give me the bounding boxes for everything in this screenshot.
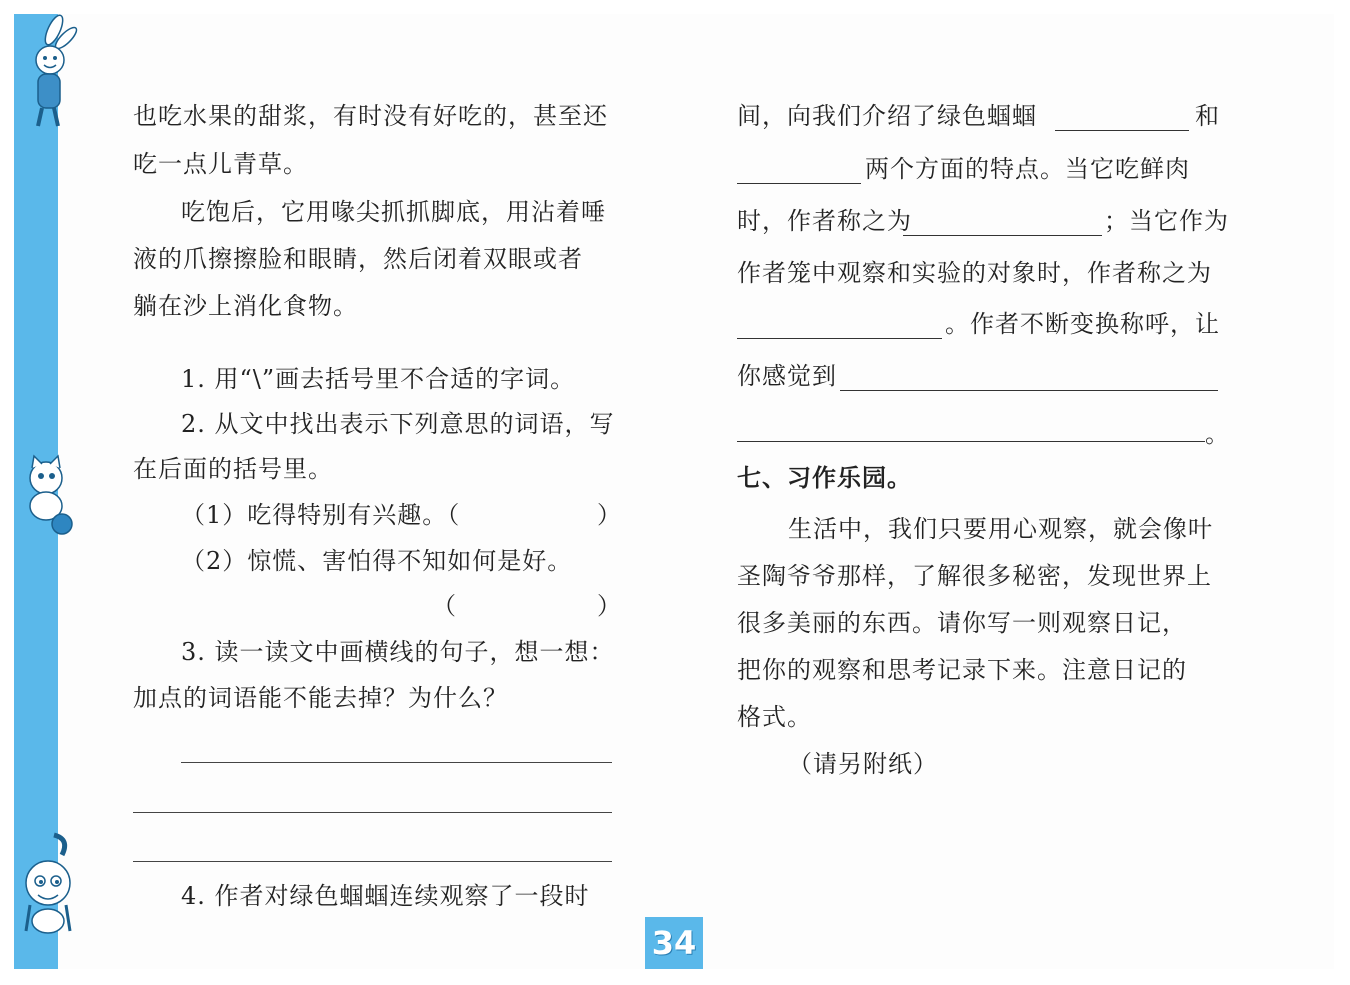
- question-4-cont: 时，作者称之为: [737, 207, 912, 235]
- question-2-item-2: （2）惊慌、害怕得不知如何是好。: [181, 547, 573, 575]
- passage-line: 躺在沙上消化食物。: [133, 292, 358, 320]
- answer-line[interactable]: [133, 861, 612, 862]
- tiger-mascot-icon: [14, 825, 80, 940]
- essay-line: 格式。: [737, 703, 812, 731]
- section-heading: 七、习作乐园。: [737, 464, 912, 492]
- blank-line[interactable]: [737, 441, 1205, 442]
- passage-line: 液的爪擦擦脸和眼睛，然后闭着双眼或者: [133, 245, 583, 273]
- essay-line: 生活中，我们只要用心观察，就会像叶: [788, 515, 1213, 543]
- essay-line: 圣陶爷爷那样，了解很多秘密，发现世界上: [737, 562, 1212, 590]
- question-4-cont: 间，向我们介绍了绿色蝈蝈: [737, 102, 1037, 130]
- essay-line: 很多美丽的东西。请你写一则观察日记，: [737, 609, 1187, 637]
- question-2-item-1: （1）吃得特别有兴趣。（: [181, 501, 461, 529]
- question-4-cont: 。作者不断变换称呼，让: [945, 310, 1220, 338]
- blank-line[interactable]: [903, 235, 1102, 236]
- blank-line[interactable]: [737, 183, 861, 184]
- question-3: 3. 读一读文中画横线的句子，想一想：: [181, 638, 615, 666]
- question-4-cont: ；当它作为: [1104, 207, 1229, 235]
- question-2: 2. 从文中找出表示下列意思的词语，写: [181, 410, 615, 438]
- rabbit-mascot-icon: [14, 14, 80, 134]
- question-4: 4. 作者对绿色蝈蝈连续观察了一段时: [181, 882, 590, 910]
- question-4-cont: 和: [1195, 102, 1220, 130]
- page-number: 34: [645, 917, 703, 969]
- passage-line: 也吃水果的甜浆，有时没有好吃的，甚至还: [133, 102, 608, 130]
- question-4-cont: 。: [1205, 420, 1230, 448]
- question-4-cont: 两个方面的特点。当它吃鲜肉: [865, 155, 1190, 183]
- answer-bracket-open: （: [432, 592, 457, 620]
- question-2-cont: 在后面的括号里。: [133, 455, 333, 483]
- answer-line[interactable]: [133, 812, 612, 813]
- answer-line[interactable]: [181, 762, 612, 763]
- essay-line: 把你的观察和思考记录下来。注意日记的: [737, 656, 1187, 684]
- blank-line[interactable]: [1055, 130, 1189, 131]
- answer-bracket-close: ）: [597, 501, 622, 529]
- answer-bracket-close: ）: [597, 592, 622, 620]
- question-1: 1. 用“\”画去括号里不合适的字词。: [181, 365, 576, 393]
- question-4-cont: 作者笼中观察和实验的对象时，作者称之为: [737, 259, 1212, 287]
- blank-line[interactable]: [737, 338, 942, 339]
- question-4-cont: 你感觉到: [737, 362, 837, 390]
- passage-line: 吃饱后，它用喙尖抓抓脚底，用沾着唾: [181, 198, 606, 226]
- passage-line: 吃一点儿青草。: [133, 150, 308, 178]
- blank-line[interactable]: [840, 390, 1218, 391]
- question-3-cont: 加点的词语能不能去掉？为什么？: [133, 684, 508, 712]
- cat-mascot-icon: [14, 450, 80, 540]
- attachment-note: （请另附纸）: [788, 750, 938, 778]
